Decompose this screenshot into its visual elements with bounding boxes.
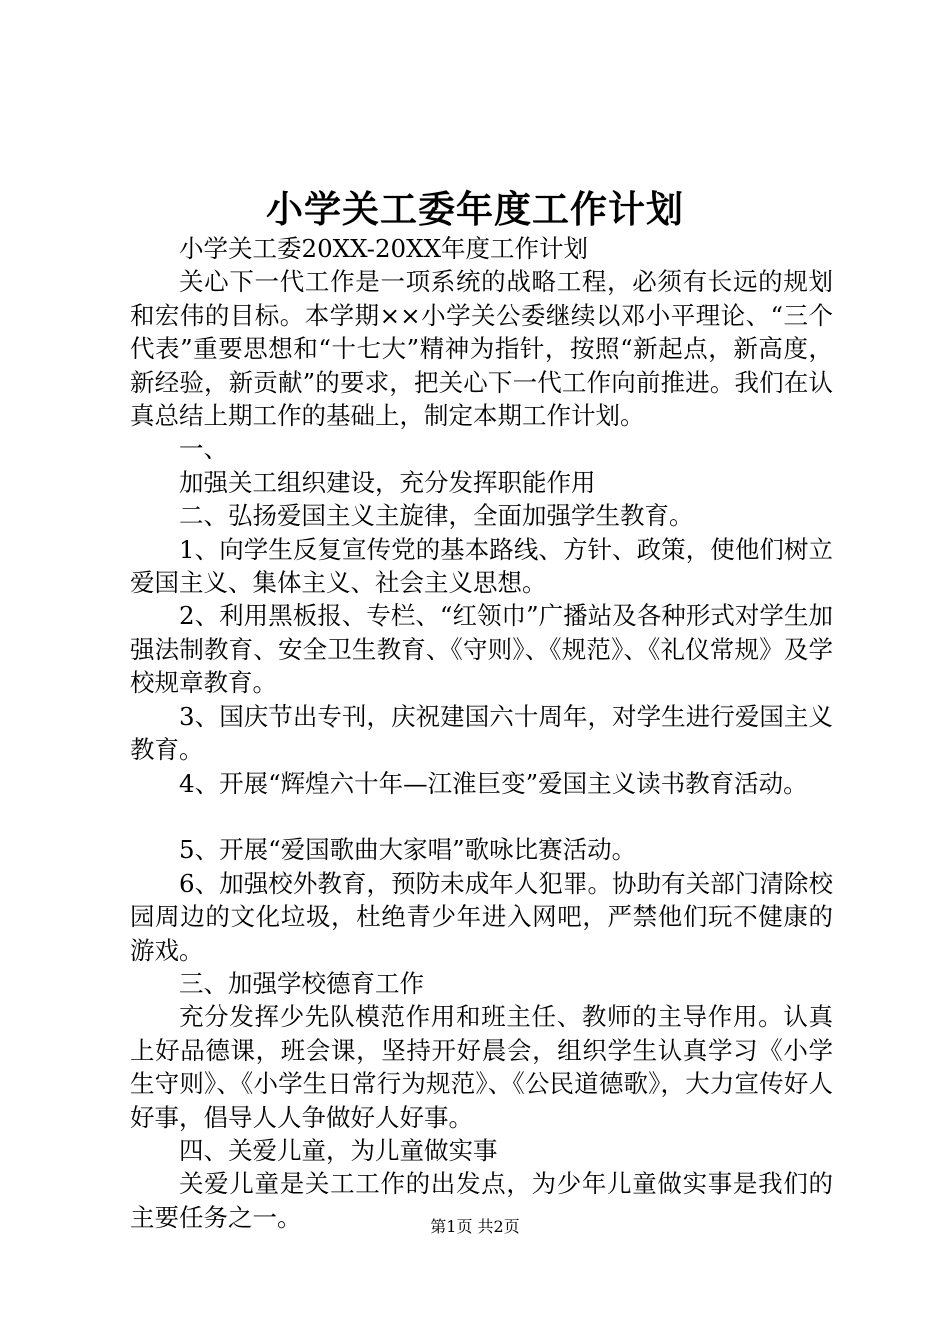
section-four-paragraph: 关爱儿童是关工工作的出发点，为少年儿童做实事是我们的主要任务之一。 xyxy=(130,1169,833,1232)
section-one-number: 一、 xyxy=(179,434,228,464)
intro-paragraph: 关心下一代工作是一项系统的战略工程，必须有长远的规划和宏伟的目标。本学期××小学关公委继续以邓小平理论、“三个代表”重要思想和“十七大”精神为指针，按照“新起点，新高度，新经验，新贡献”的要求，把关心下一代工作向前推进。我们在认真总结上期工作的基础上，制定本期工作计划。 xyxy=(130,267,833,431)
item-5-paragraph: 5、开展“爱国歌曲大家唱”歌咏比赛活动。 xyxy=(179,835,637,865)
document-body xyxy=(130,232,833,1234)
document-title: 小学关工委年度工作计划 xyxy=(266,187,684,231)
item-1-paragraph: 1、向学生反复宣传党的基本路线、方针、政策，使他们树立爱国主义、集体主义、社会主义思想。 xyxy=(130,534,833,598)
subtitle-paragraph: 小学关工委20XX-20XX年度工作计划 xyxy=(179,234,589,263)
section-three-heading: 三、加强学校德育工作 xyxy=(179,968,424,998)
section-three-paragraph: 充分发挥少先队模范作用和班主任、教师的主导作用。认真上好品德课，班会课，坚持开好晨会，组织学生认真学习《小学生守则》、《小学生日常行为规范》、《公民道德歌》，大力宣传好人好事，倡导人人争做好人好事。 xyxy=(130,1002,833,1132)
item-3-paragraph: 3、国庆节出专刊，庆祝建国六十周年，对学生进行爱国主义教育。 xyxy=(130,701,833,765)
section-one-heading: 加强关工组织建设，充分发挥职能作用 xyxy=(179,467,596,497)
item-6-paragraph: 6、加强校外教育，预防未成年人犯罪。协助有关部门清除校园周边的文化垃圾，杜绝青少年进入网吧，严禁他们玩不健康的游戏。 xyxy=(130,868,833,965)
item-4-paragraph: 4、开展“辉煌六十年—江淮巨变”爱国主义读书教育活动。 xyxy=(179,768,808,798)
item-2-paragraph: 2、利用黑板报、专栏、“红领巾”广播站及各种形式对学生加强法制教育、安全卫生教育、《守则》、《规范》、《礼仪常规》及学校规章教育。 xyxy=(130,601,833,698)
section-four-heading: 四、关爱儿童，为儿童做实事 xyxy=(179,1135,498,1165)
blank-line xyxy=(130,800,833,833)
page-footer: 第1页 共2页 xyxy=(430,1217,520,1236)
section-two-heading: 二、弘扬爱国主义主旋律，全面加强学生教育。 xyxy=(179,501,694,531)
